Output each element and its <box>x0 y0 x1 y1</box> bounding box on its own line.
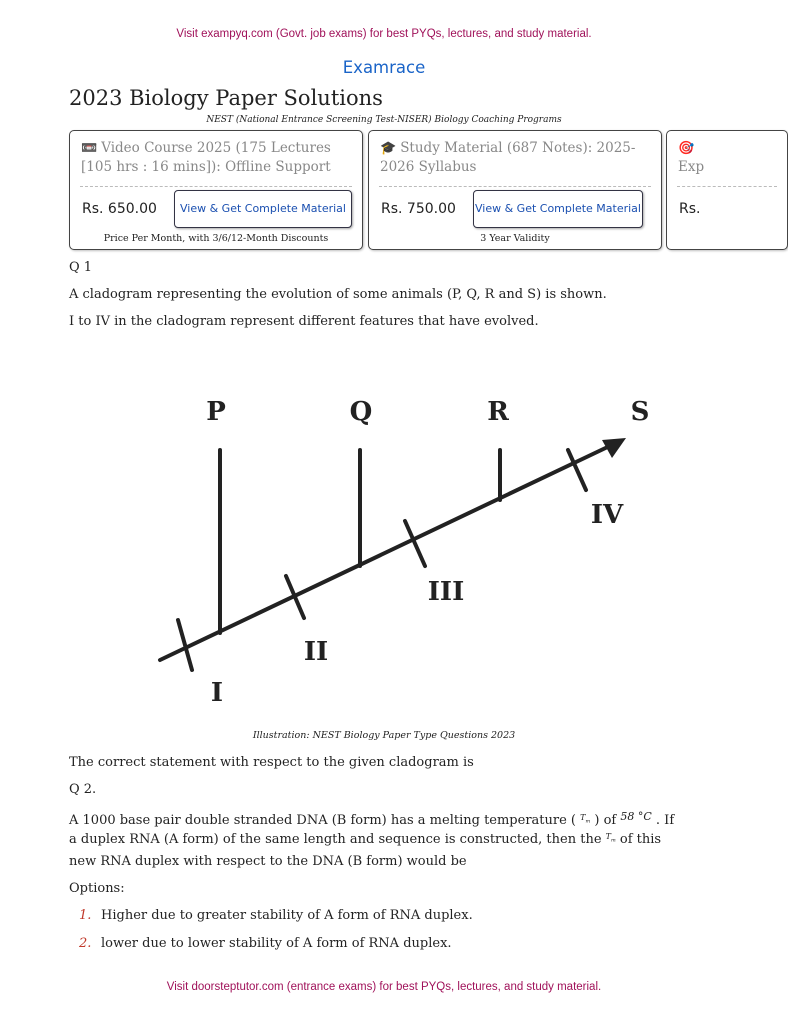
q2-text: A 1000 base pair double stranded DNA (B form) has a melting temperature ( <box>69 813 576 828</box>
feature-ii: II <box>303 637 329 667</box>
card-title-text: Study Material (687 Notes): 2025-2026 Syllabus <box>380 140 636 175</box>
card-price: Rs. <box>679 201 701 217</box>
feature-i: I <box>210 678 224 708</box>
cladogram-diagram <box>150 388 670 713</box>
page-title: 2023 Biology Paper Solutions <box>69 86 383 110</box>
question-1-text: A cladogram representing the evolution of some animals (P, Q, R and S) is shown. <box>69 287 607 302</box>
question-2-line-1 <box>69 810 709 828</box>
options-label: Options: <box>69 881 125 896</box>
view-material-button[interactable]: View & Get Complete Material <box>473 190 643 228</box>
taxon-s: S <box>630 397 650 427</box>
tm-subscript: m <box>585 818 591 825</box>
card-price: Rs. 650.00 <box>82 201 157 217</box>
target-icon: 🎯 <box>678 141 695 156</box>
feature-iii: III <box>427 577 465 607</box>
question-2-label: Q 2. <box>69 782 97 797</box>
feature-iv: IV <box>590 500 624 530</box>
option-1[interactable] <box>79 908 473 923</box>
divider <box>677 186 777 187</box>
taxon-r: R <box>487 397 509 427</box>
question-2-line-3: new RNA duplex with respect to the DNA (B form) would be <box>69 854 467 869</box>
q2-text: . If <box>655 813 675 828</box>
card-title[interactable] <box>380 139 651 177</box>
taxon-q: Q <box>349 397 373 427</box>
question-1-statement: The correct statement with respect to the given cladogram is <box>69 755 474 770</box>
option-number: 2. <box>79 936 92 951</box>
q2-text: a duplex RNA (A form) of the same length and sequence is constructed, then the <box>69 832 602 847</box>
option-text: lower due to lower stability of A form of RNA duplex. <box>101 936 452 951</box>
card-title-text: Exp <box>678 159 705 175</box>
illustration-caption: Illustration: NEST Biology Paper Type Questions 2023 <box>252 730 516 741</box>
study-material-card[interactable] <box>368 130 662 250</box>
partial-card[interactable] <box>666 130 788 250</box>
card-title-text: Video Course 2025 (175 Lectures [105 hrs : 16 mins]): Offline Support <box>81 140 331 175</box>
tm-letter: T <box>605 832 612 841</box>
course-cards-carousel[interactable] <box>69 130 705 252</box>
tm-subscript: m <box>611 837 616 844</box>
divider <box>379 186 651 187</box>
q2-text: ) of <box>594 813 617 828</box>
question-2-line-2 <box>69 832 709 847</box>
card-note: Price Per Month, with 3/6/12-Month Discounts <box>103 233 329 244</box>
option-text: Higher due to greater stability of A form of RNA duplex. <box>101 908 473 923</box>
card-note: 3 Year Validity <box>480 233 550 244</box>
graduation-cap-icon: 🎓 <box>380 141 397 156</box>
option-number: 1. <box>79 908 92 923</box>
marker-iv <box>568 450 586 490</box>
cladogram-axis <box>160 443 616 660</box>
video-course-card[interactable] <box>69 130 363 250</box>
tm-symbol <box>605 832 616 844</box>
card-title[interactable] <box>678 139 777 177</box>
divider <box>80 186 352 187</box>
option-2[interactable] <box>79 936 452 951</box>
question-1-text-2: I to IV in the cladogram represent different features that have evolved. <box>69 314 539 329</box>
bottom-banner-link[interactable]: Visit doorsteptutor.com (entrance exams) for best PYQs, lectures, and study material. <box>166 981 602 993</box>
taxon-p: P <box>206 397 226 427</box>
page-subtitle: NEST (National Entrance Screening Test-NISER) Biology Coaching Programs <box>206 115 562 125</box>
question-1-label: Q 1 <box>69 260 93 275</box>
top-banner-link[interactable]: Visit exampyq.com (Govt. job exams) for best PYQs, lectures, and study material. <box>176 28 592 40</box>
tm-symbol <box>580 813 591 825</box>
tm-letter: T <box>580 813 586 822</box>
view-material-button[interactable]: View & Get Complete Material <box>174 190 352 228</box>
card-price: Rs. 750.00 <box>381 201 456 217</box>
video-icon: 📼 <box>81 141 98 156</box>
site-name-link[interactable]: Examrace <box>342 58 426 77</box>
q2-text: of this <box>619 832 662 847</box>
temperature-value: 58 °C <box>620 810 652 823</box>
card-title[interactable] <box>81 139 352 177</box>
